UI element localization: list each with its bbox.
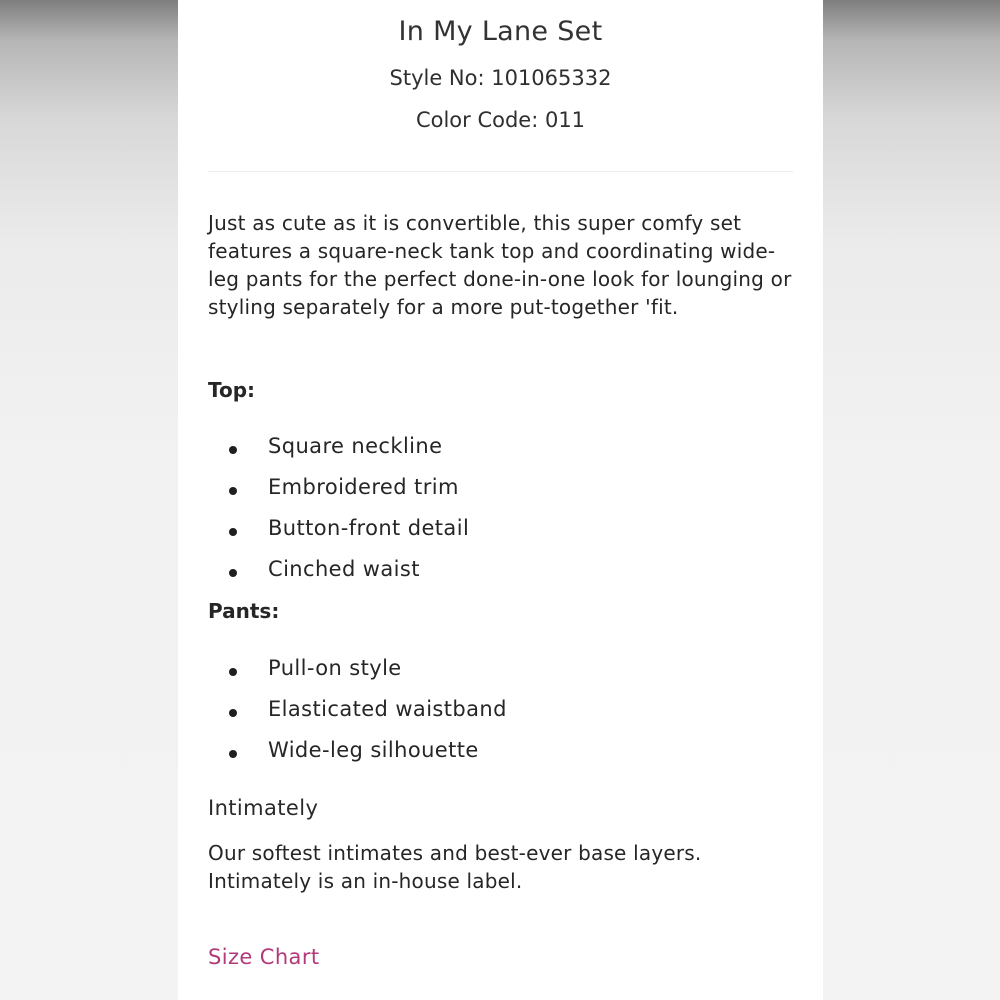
product-description: Just as cute as it is convertible, this super comfy set features a square-neck tank top and coordinating wide-leg pants for the perfect done-in-one look for lounging or styling separately for a more put-together 'fit. <box>208 211 792 319</box>
product-detail-panel <box>178 0 823 1000</box>
list-item-text: Pull-on style <box>268 656 402 680</box>
pants-section-heading: Pants: <box>208 599 280 623</box>
list-item-text: Cinched waist <box>268 557 420 581</box>
bullet-icon <box>229 487 237 495</box>
bullet-icon <box>229 668 237 676</box>
brand-description: Our softest intimates and best-ever base layers. Intimately is an in-house label. <box>208 841 702 893</box>
background-right <box>822 0 1000 1000</box>
bullet-icon <box>229 446 237 454</box>
product-title: In My Lane Set <box>398 16 603 47</box>
bullet-icon <box>229 569 237 577</box>
top-section-heading: Top: <box>208 378 256 402</box>
brand-name: Intimately <box>208 796 319 820</box>
list-item-text: Elasticated waistband <box>268 697 507 721</box>
list-item-text: Embroidered trim <box>268 475 459 499</box>
background-left <box>0 0 178 1000</box>
style-number: Style No: 101065332 <box>389 66 612 90</box>
list-item-text: Button-front detail <box>268 516 470 540</box>
list-item-text: Wide-leg silhouette <box>268 738 479 762</box>
list-item-text: Square neckline <box>268 434 443 458</box>
bullet-icon <box>229 750 237 758</box>
size-chart-link[interactable]: Size Chart <box>208 945 320 969</box>
bullet-icon <box>229 528 237 536</box>
bullet-icon <box>229 709 237 717</box>
section-divider <box>208 171 793 172</box>
color-code: Color Code: 011 <box>415 108 586 132</box>
